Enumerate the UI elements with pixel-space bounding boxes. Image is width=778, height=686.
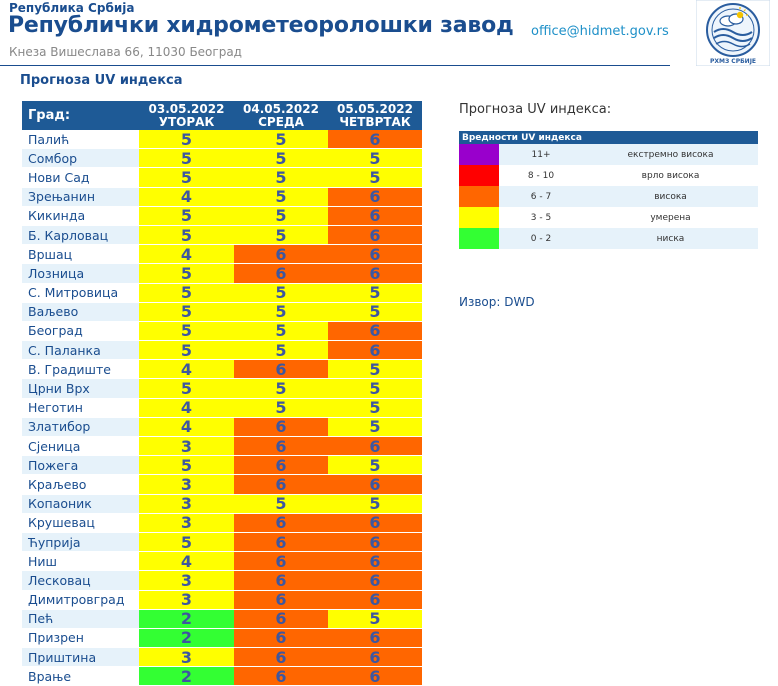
uv-value-cell: 6 [234, 417, 328, 436]
city-name: Ниш [22, 552, 139, 571]
uv-value-cell: 6 [328, 667, 422, 686]
city-name: Лесковац [22, 571, 139, 590]
table-row [22, 187, 422, 206]
city-name: Пећ [22, 609, 139, 628]
uv-value-cell: 6 [234, 648, 328, 667]
uv-value-cell: 5 [328, 456, 422, 475]
uv-value-cell: 6 [328, 187, 422, 206]
uv-value-cell: 5 [139, 321, 234, 340]
uv-value-cell: 5 [234, 321, 328, 340]
uv-value-cell: 5 [234, 398, 328, 417]
legend-label: умерена [650, 212, 691, 223]
city-name: Копаоник [22, 494, 139, 513]
uv-value-cell: 6 [234, 552, 328, 571]
uv-value-cell: 4 [139, 417, 234, 436]
day-name: СРЕДА [258, 114, 304, 129]
day-name: ЧЕТВРТАК [339, 114, 411, 129]
table-row [22, 571, 422, 590]
uv-value-cell: 5 [139, 206, 234, 225]
city-name: Ваљево [22, 302, 139, 321]
uv-value-cell: 5 [328, 609, 422, 628]
institute-address: Кнеза Вишеслава 66, 11030 Београд [9, 45, 242, 59]
table-row [22, 302, 422, 321]
uv-value-cell: 6 [234, 571, 328, 590]
uv-value-cell: 5 [328, 168, 422, 187]
legend-row [459, 165, 758, 186]
uv-value-cell: 6 [328, 206, 422, 225]
city-name: Краљево [22, 475, 139, 494]
table-row [22, 552, 422, 571]
uv-value-cell: 3 [139, 571, 234, 590]
rhmz-logo-icon[interactable] [696, 0, 770, 66]
uv-value-cell: 5 [139, 341, 234, 360]
uv-value-cell: 6 [234, 360, 328, 379]
uv-value-cell: 5 [234, 494, 328, 513]
uv-value-cell: 6 [234, 456, 328, 475]
city-name: Лозница [22, 264, 139, 283]
table-header-row [22, 101, 422, 130]
uv-value-cell: 5 [139, 283, 234, 302]
uv-value-cell: 3 [139, 475, 234, 494]
svg-text:РХМЗ СРБИЈЕ: РХМЗ СРБИЈЕ [709, 58, 757, 65]
city-name: Врање [22, 667, 139, 686]
legend-label: ниска [583, 228, 758, 249]
uv-value-cell: 5 [328, 417, 422, 436]
city-name: Кикинда [22, 206, 139, 225]
uv-value-cell: 5 [234, 149, 328, 168]
city-name: Приштина [22, 648, 139, 667]
city-name: Палић [22, 130, 139, 149]
uv-value-cell: 6 [234, 532, 328, 551]
uv-value-cell: 6 [328, 321, 422, 340]
uv-value-cell: 5 [234, 379, 328, 398]
uv-value-cell: 5 [234, 341, 328, 360]
uv-value-cell: 5 [139, 302, 234, 321]
city-name: Нови Сад [22, 168, 139, 187]
uv-value-cell: 5 [234, 206, 328, 225]
table-row [22, 130, 422, 149]
uv-value-cell: 5 [234, 168, 328, 187]
table-row [22, 321, 422, 340]
header-divider [0, 65, 670, 66]
uv-value-cell: 5 [328, 283, 422, 302]
day-column-header [328, 101, 422, 130]
legend-range: 0 - 2 [499, 228, 583, 249]
uv-value-cell: 2 [139, 667, 234, 686]
uv-value-cell: 6 [328, 648, 422, 667]
table-row [22, 245, 422, 264]
city-name: С. Паланка [22, 341, 139, 360]
uv-value-cell: 6 [328, 264, 422, 283]
email-link[interactable]: office@hidmet.gov.rs [531, 24, 669, 39]
table-row [22, 149, 422, 168]
legend-row [459, 228, 758, 249]
uv-value-cell: 4 [139, 187, 234, 206]
uv-value-cell: 3 [139, 494, 234, 513]
uv-value-cell: 6 [234, 245, 328, 264]
republic-label: Република Србија [9, 1, 135, 15]
page-title: Прогноза UV индекса [20, 73, 183, 88]
uv-value-cell: 6 [328, 590, 422, 609]
legend-row [459, 207, 758, 228]
uv-value-cell: 5 [328, 302, 422, 321]
uv-value-cell: 6 [328, 513, 422, 532]
uv-value-cell: 6 [328, 475, 422, 494]
city-name: Крушевац [22, 513, 139, 532]
uv-value-cell: 5 [139, 264, 234, 283]
uv-value-cell: 6 [328, 532, 422, 551]
uv-value-cell: 5 [139, 130, 234, 149]
uv-value-cell: 3 [139, 437, 234, 456]
city-name: Призрен [22, 628, 139, 647]
uv-value-cell: 6 [328, 552, 422, 571]
uv-value-cell: 6 [234, 590, 328, 609]
legend-label: врло висока [641, 170, 700, 181]
legend-label: екстремно висока [583, 144, 758, 165]
table-row [22, 628, 422, 647]
uv-value-cell: 6 [328, 245, 422, 264]
uv-value-cell: 5 [234, 187, 328, 206]
uv-value-cell: 2 [139, 609, 234, 628]
institute-title[interactable]: Републички хидрометеоролошки завод [8, 13, 514, 38]
uv-value-cell: 4 [139, 552, 234, 571]
legend-color-swatch [459, 144, 499, 165]
uv-value-cell: 3 [139, 590, 234, 609]
table-row [22, 379, 422, 398]
day-date: 04.05.2022 [243, 101, 319, 116]
uv-value-cell: 5 [139, 379, 234, 398]
uv-value-cell: 6 [328, 628, 422, 647]
table-row [22, 590, 422, 609]
table-row [22, 341, 422, 360]
city-name: Зрењанин [22, 187, 139, 206]
uv-value-cell: 5 [139, 456, 234, 475]
table-row [22, 264, 422, 283]
data-source: Извор: DWD [459, 295, 535, 309]
uv-value-cell: 4 [139, 360, 234, 379]
uv-value-cell: 6 [328, 437, 422, 456]
uv-value-cell: 6 [328, 130, 422, 149]
uv-value-cell: 6 [328, 571, 422, 590]
legend-color-swatch [459, 186, 499, 207]
uv-value-cell: 5 [139, 168, 234, 187]
uv-value-cell: 6 [234, 667, 328, 686]
uv-value-cell: 5 [234, 302, 328, 321]
legend-row [459, 144, 758, 165]
day-date: 03.05.2022 [148, 101, 225, 116]
legend-color-swatch [459, 228, 499, 249]
city-column-header: Град: [22, 101, 139, 130]
city-name: Неготин [22, 398, 139, 417]
uv-legend [459, 131, 758, 249]
legend-row [459, 186, 758, 207]
table-row [22, 532, 422, 551]
uv-value-cell: 6 [234, 513, 328, 532]
table-row [22, 283, 422, 302]
city-name: С. Митровица [22, 283, 139, 302]
day-date: 05.05.2022 [337, 101, 413, 116]
table-row [22, 494, 422, 513]
city-name: Црни Врх [22, 379, 139, 398]
legend-body [459, 144, 758, 249]
city-name: Београд [22, 321, 139, 340]
legend-range: 6 - 7 [499, 186, 583, 207]
uv-value-cell: 4 [139, 398, 234, 417]
table-row [22, 417, 422, 436]
table-row [22, 609, 422, 628]
uv-value-cell: 4 [139, 245, 234, 264]
table-row [22, 437, 422, 456]
table-row [22, 360, 422, 379]
uv-value-cell: 6 [234, 609, 328, 628]
uv-value-cell: 6 [328, 225, 422, 244]
uv-value-cell: 5 [139, 225, 234, 244]
city-name: Пожега [22, 456, 139, 475]
site-header [0, 0, 778, 66]
table-row [22, 398, 422, 417]
uv-value-cell: 5 [234, 130, 328, 149]
day-name: УТОРАК [158, 114, 215, 129]
city-name: Ћуприја [22, 532, 139, 551]
uv-value-cell: 3 [139, 513, 234, 532]
table-row [22, 168, 422, 187]
legend-label: висока [583, 186, 758, 207]
uv-forecast-table [22, 101, 422, 686]
legend-color-swatch [459, 207, 499, 228]
legend-range: 11+ [499, 144, 583, 165]
legend-range: 8 - 10 [527, 170, 555, 181]
city-name: В. Градиште [22, 360, 139, 379]
uv-value-cell: 5 [328, 149, 422, 168]
uv-value-cell: 5 [139, 532, 234, 551]
uv-value-cell: 5 [328, 398, 422, 417]
table-body [22, 130, 422, 686]
table-row [22, 206, 422, 225]
city-name: Сјеница [22, 437, 139, 456]
legend-header: Вредности UV индекса [459, 131, 758, 144]
day-column-header [139, 101, 234, 130]
table-row [22, 513, 422, 532]
day-column-header [234, 101, 328, 130]
uv-value-cell: 5 [234, 225, 328, 244]
legend-title: Прогноза UV индекса: [459, 102, 612, 117]
uv-value-cell: 5 [328, 360, 422, 379]
uv-value-cell: 5 [139, 149, 234, 168]
city-name: Вршац [22, 245, 139, 264]
uv-value-cell: 6 [234, 264, 328, 283]
uv-value-cell: 6 [234, 475, 328, 494]
city-name: Димитровград [22, 590, 139, 609]
city-name: Б. Карловац [22, 225, 139, 244]
city-name: Златибор [22, 417, 139, 436]
table-row [22, 225, 422, 244]
table-row [22, 648, 422, 667]
legend-color-swatch [459, 165, 499, 186]
table-row [22, 667, 422, 686]
legend-range: 3 - 5 [530, 212, 552, 223]
uv-value-cell: 5 [328, 494, 422, 513]
uv-value-cell: 5 [328, 379, 422, 398]
uv-value-cell: 5 [234, 283, 328, 302]
uv-value-cell: 6 [328, 341, 422, 360]
table-row [22, 456, 422, 475]
city-name: Сомбор [22, 149, 139, 168]
uv-value-cell: 2 [139, 628, 234, 647]
uv-value-cell: 6 [234, 437, 328, 456]
uv-value-cell: 6 [234, 628, 328, 647]
uv-value-cell: 3 [139, 648, 234, 667]
table-row [22, 475, 422, 494]
